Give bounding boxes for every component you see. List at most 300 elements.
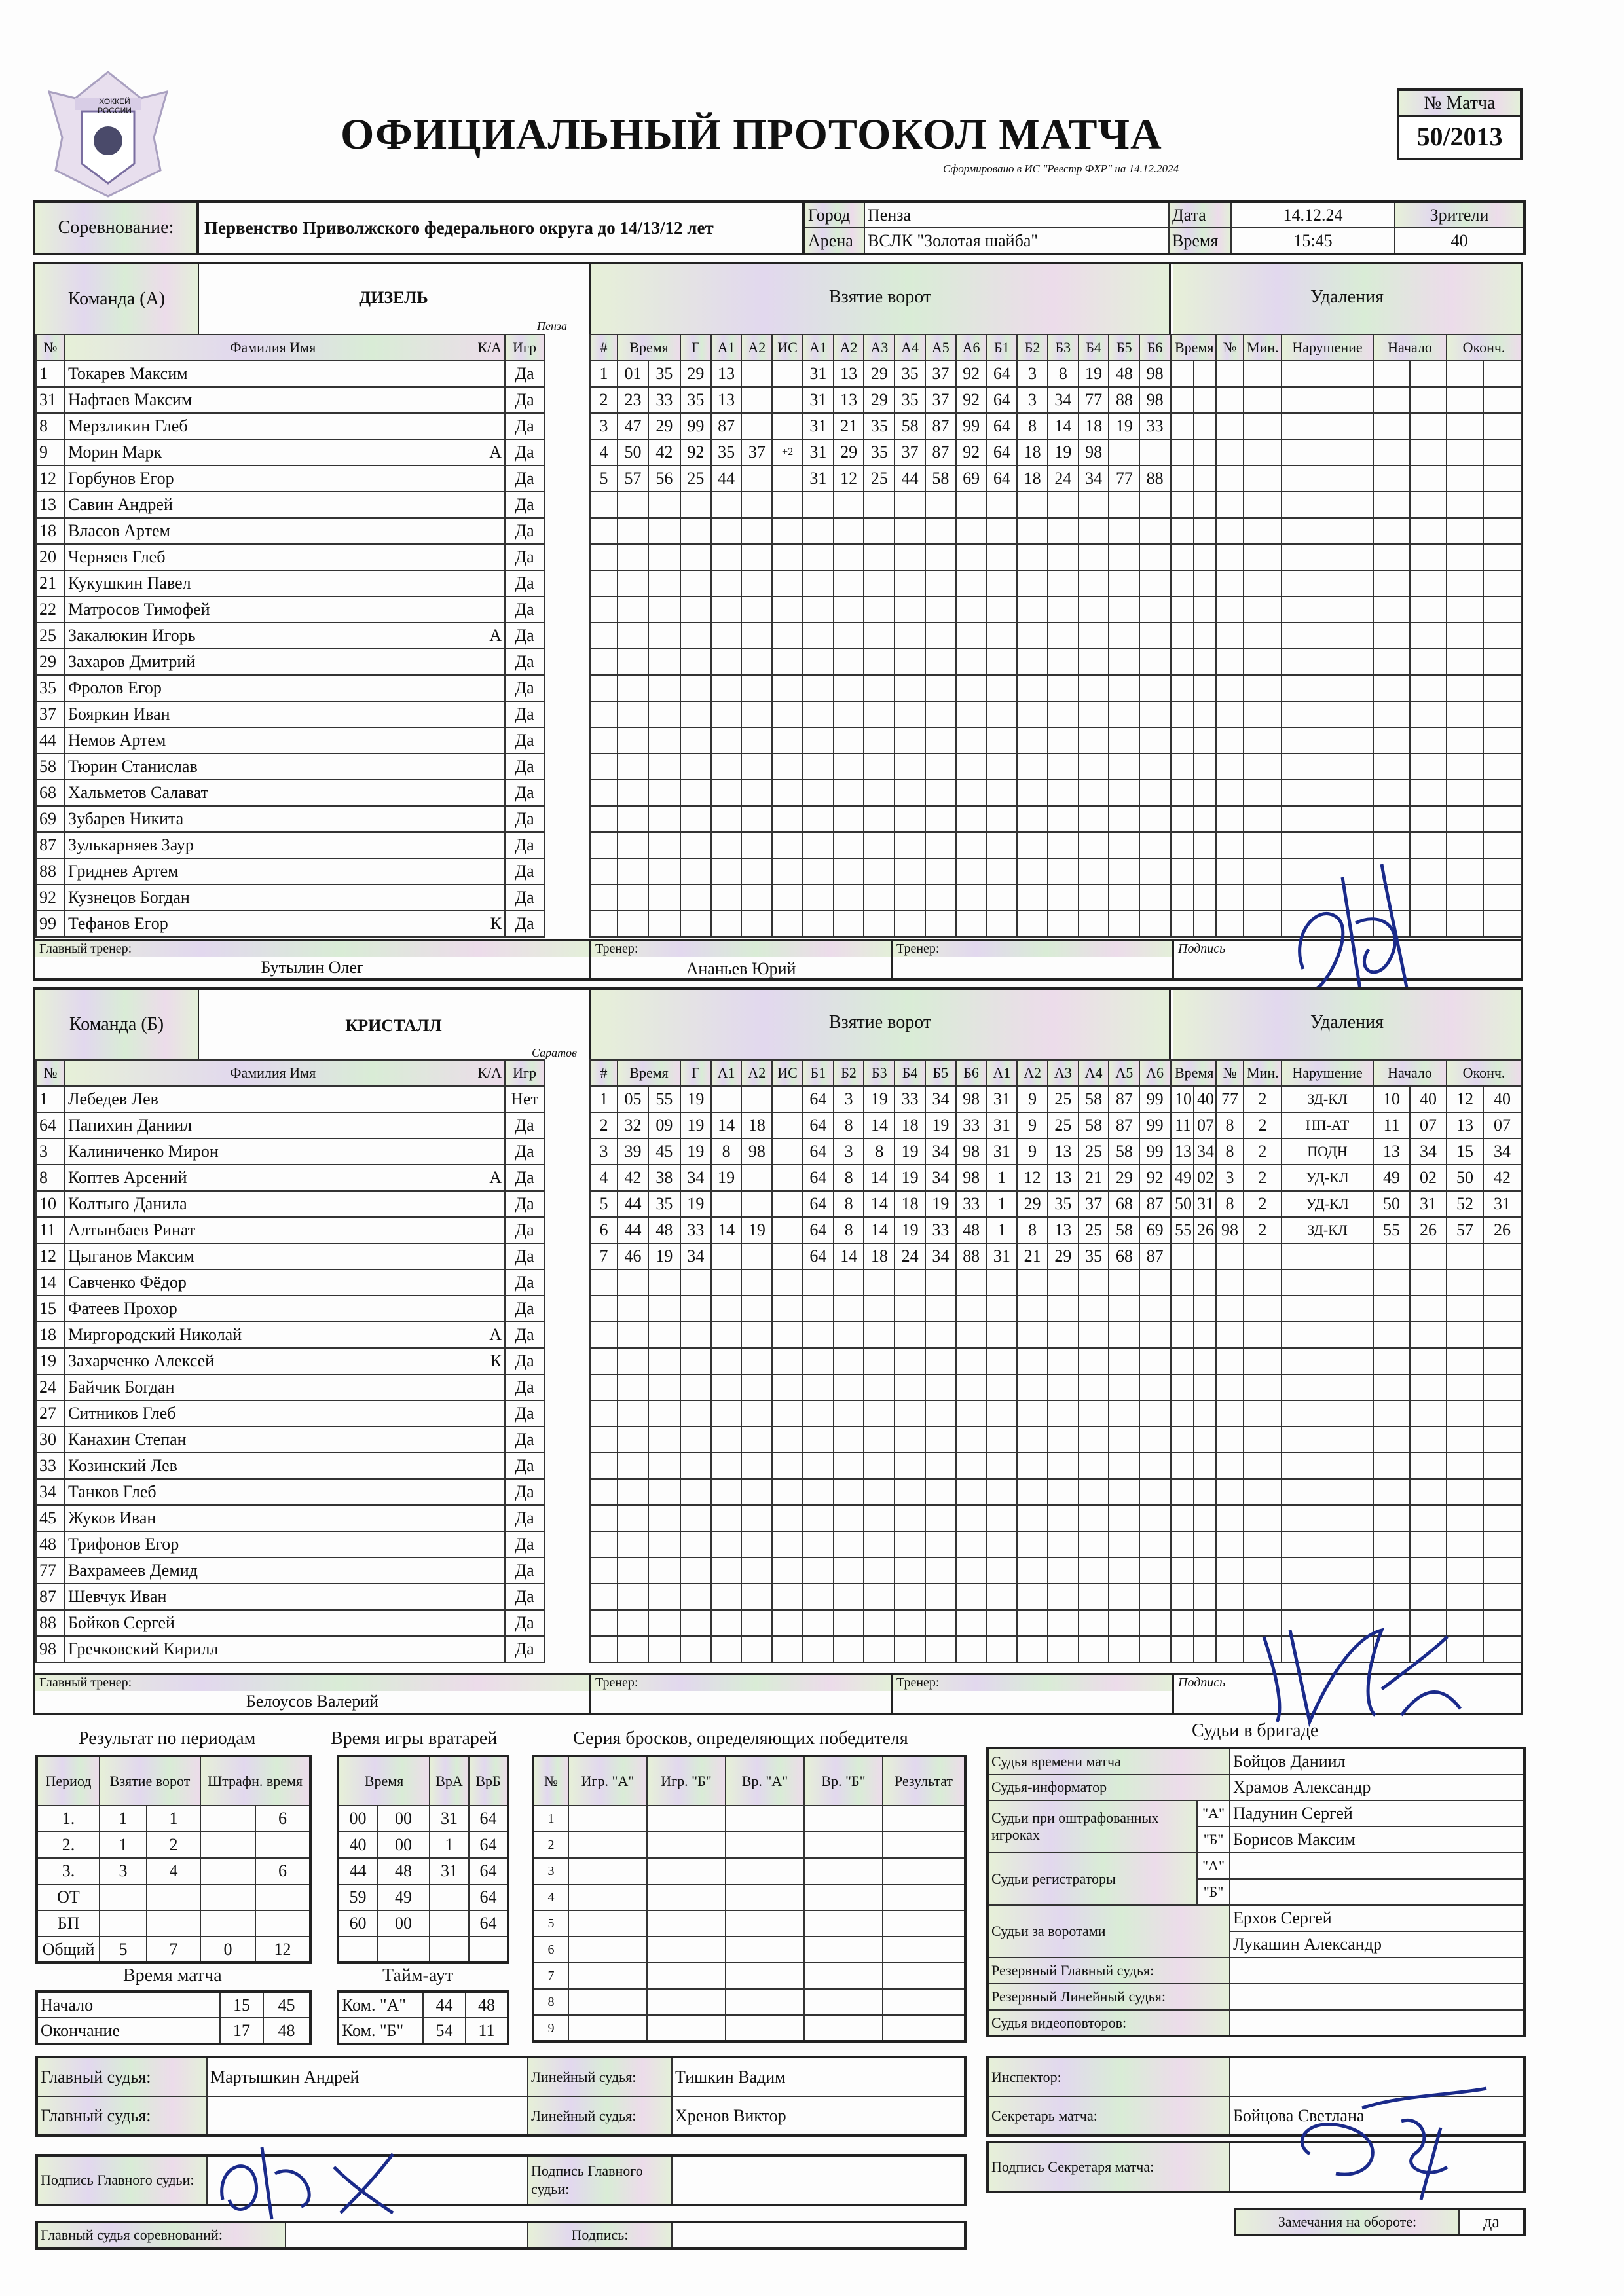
pen-minutes — [1244, 1558, 1282, 1584]
on-ice-player: 9 — [1017, 1112, 1048, 1139]
on-ice-player — [1017, 884, 1048, 911]
on-ice-player: 64 — [986, 361, 1017, 387]
pen-start-min — [1373, 596, 1410, 623]
goal-number: 5 — [590, 1191, 618, 1217]
player-name-text: Закалюкин Игорь — [68, 626, 196, 645]
goal-situation — [772, 1243, 803, 1269]
goal-number — [590, 1322, 618, 1348]
team-a-label: Команда (А) — [35, 264, 199, 334]
goal-assist-1 — [711, 1453, 742, 1479]
pen-min — [1172, 413, 1194, 439]
on-ice-player — [895, 780, 925, 806]
pen-end-min: 12 — [1447, 1086, 1483, 1112]
pen-end-min: 57 — [1447, 1217, 1483, 1243]
player-name — [65, 387, 505, 413]
penalty-row — [1172, 754, 1521, 780]
pen-minutes — [1244, 1505, 1282, 1531]
on-ice-player — [864, 1558, 895, 1584]
pen-end-sec: 34 — [1483, 1139, 1521, 1165]
pen-infraction — [1282, 1400, 1373, 1427]
pen-end-sec: 07 — [1483, 1112, 1521, 1139]
goal-a1-col: А1 — [711, 335, 742, 361]
col-ka: К/А — [477, 339, 502, 355]
pen-min — [1172, 1636, 1194, 1662]
on-ice-player — [1079, 570, 1109, 596]
pen-start-sec — [1410, 754, 1447, 780]
goal-assist-2 — [741, 518, 772, 544]
goal-assist-2 — [741, 1479, 772, 1505]
player-plays: Да — [505, 492, 544, 518]
penalty-row — [1172, 1296, 1521, 1322]
on-ice-player — [1139, 570, 1170, 596]
player-name-text: Вахрамеев Демид — [68, 1561, 198, 1580]
pen-min — [1172, 649, 1194, 675]
on-ice-player: 14 — [864, 1112, 895, 1139]
roster-row — [36, 780, 590, 806]
on-ice-player — [986, 1296, 1017, 1322]
so-gk-b — [804, 1937, 883, 1963]
player-name — [65, 1531, 505, 1558]
goal-sec — [648, 675, 680, 701]
player-number: 30 — [36, 1427, 65, 1453]
period-row — [37, 1832, 310, 1858]
pen-end-min — [1447, 439, 1483, 465]
player-plays: Да — [505, 1191, 544, 1217]
pen-min — [1172, 1558, 1194, 1584]
player-name-text: Зулькарняев Заур — [68, 835, 194, 854]
goal-min — [618, 1479, 648, 1505]
player-plays: Да — [505, 570, 544, 596]
pen-end-sec — [1483, 675, 1521, 701]
player-number: 12 — [36, 465, 65, 492]
goal-min — [618, 780, 648, 806]
on-ice-player — [956, 832, 987, 858]
gk-time-row — [338, 1832, 508, 1858]
on-ice-player — [1109, 1610, 1139, 1636]
penalty-row — [1172, 1112, 1521, 1139]
pen-end-min — [1447, 701, 1483, 727]
on-ice-player: 14 — [834, 1243, 864, 1269]
on-ice-player: 88 — [1139, 465, 1170, 492]
on-ice-player — [1017, 1322, 1048, 1348]
goal-situation — [772, 465, 803, 492]
player-name — [65, 780, 505, 806]
pen-end-min — [1447, 754, 1483, 780]
goal-assist-1 — [711, 1584, 742, 1610]
on-ice-player: 25 — [1079, 1139, 1109, 1165]
goal-number — [590, 754, 618, 780]
reserve-line — [1230, 1984, 1524, 2010]
so-result — [883, 1937, 965, 1963]
so-player-a — [568, 1884, 647, 1910]
player-plays: Да — [505, 1374, 544, 1400]
pen-minutes — [1244, 1322, 1282, 1348]
pen-minutes — [1244, 649, 1282, 675]
goal-min — [618, 701, 648, 727]
on-ice-player: 58 — [1079, 1086, 1109, 1112]
pen-min — [1172, 1243, 1194, 1269]
penalty-row — [1172, 544, 1521, 570]
on-ice-player: 64 — [803, 1165, 834, 1191]
pen-player — [1216, 1479, 1244, 1505]
shootout-number: 7 — [533, 1963, 568, 1989]
goal-scorer: 35 — [680, 387, 711, 413]
goal-min — [618, 1610, 648, 1636]
goal-number — [590, 675, 618, 701]
player-name — [65, 596, 505, 623]
player-number: 25 — [36, 623, 65, 649]
pen-start-min — [1373, 1322, 1410, 1348]
on-ice-player: 31 — [803, 361, 834, 387]
pen-sec — [1194, 1243, 1216, 1269]
on-ice-player — [1017, 623, 1048, 649]
so-gk-b — [804, 2015, 883, 2041]
roster-row — [36, 1139, 590, 1165]
on-ice-player — [986, 780, 1017, 806]
on-ice-player — [956, 754, 987, 780]
roster-row — [36, 832, 590, 858]
on-ice-player — [803, 1348, 834, 1374]
pen-sec — [1194, 1610, 1216, 1636]
goal-assist-1 — [711, 623, 742, 649]
on-ice-player — [834, 596, 864, 623]
player-plays: Нет — [505, 1086, 544, 1112]
on-ice-player — [864, 1453, 895, 1479]
on-ice-player — [1048, 1558, 1079, 1584]
gk-b-col: ВрБ — [469, 1756, 508, 1806]
pen-infraction — [1282, 492, 1373, 518]
goal-situation — [772, 1479, 803, 1505]
pen-end-sec: 40 — [1483, 1086, 1521, 1112]
goal-sec — [648, 570, 680, 596]
pen-player — [1216, 884, 1244, 911]
comp-ref — [286, 2222, 528, 2248]
goal-sec — [648, 806, 680, 832]
pen-end-min — [1447, 596, 1483, 623]
period-pen-a — [200, 1806, 255, 1832]
player-plays: Да — [505, 596, 544, 623]
team-b-coach-label: Тренер: — [591, 1675, 891, 1691]
on-ice-player — [864, 1296, 895, 1322]
on-ice-player — [1109, 1322, 1139, 1348]
pen-player — [1216, 832, 1244, 858]
team-b-head-coach: Белоусов Валерий — [246, 1692, 379, 1711]
ref2-label: Главный судья: — [37, 2096, 207, 2136]
on-ice-player — [803, 675, 834, 701]
on-ice-player — [986, 1531, 1017, 1558]
pen-start-sec: 34 — [1410, 1139, 1447, 1165]
on-ice-player — [1109, 1531, 1139, 1558]
penalty-row — [1172, 1165, 1521, 1191]
on-ice-player — [803, 1453, 834, 1479]
goal-row — [590, 1505, 1170, 1531]
match-end-m: 48 — [263, 2018, 310, 2044]
player-name-text: Захаров Дмитрий — [68, 652, 196, 671]
on-ice-player — [864, 1479, 895, 1505]
pen-min — [1172, 439, 1194, 465]
pen-min — [1172, 1322, 1194, 1348]
on-ice-player — [1048, 1322, 1079, 1348]
on-ice-player — [895, 727, 925, 754]
pen-start-sec — [1410, 1348, 1447, 1374]
goal-number: 3 — [590, 413, 618, 439]
pen-minutes — [1244, 701, 1282, 727]
goal-number — [590, 570, 618, 596]
on-ice-player: 77 — [1109, 465, 1139, 492]
goal-assist-2 — [741, 1558, 772, 1584]
pen-sec: 40 — [1194, 1086, 1216, 1112]
line2-label: Линейный судья: — [528, 2096, 672, 2136]
player-name — [65, 1086, 505, 1112]
goal-min — [618, 492, 648, 518]
roster-row — [36, 1505, 590, 1531]
so-result — [883, 1806, 965, 1832]
roster-row — [36, 518, 590, 544]
on-ice-player: 31 — [986, 1139, 1017, 1165]
on-ice-player — [925, 727, 956, 754]
team-b-name: КРИСТАЛЛ — [345, 1016, 442, 1035]
pen-start-sec: 40 — [1410, 1086, 1447, 1112]
col-play: Игр — [505, 1060, 544, 1086]
on-ice-player — [1048, 570, 1079, 596]
player-number: 24 — [36, 1374, 65, 1400]
goal-a2-col: А2 — [741, 1060, 772, 1086]
pen-minutes — [1244, 623, 1282, 649]
pen-start-min — [1373, 701, 1410, 727]
gk-min — [338, 1937, 377, 1963]
penalty-row — [1172, 465, 1521, 492]
player-plays: Да — [505, 1584, 544, 1610]
pen-start-sec — [1410, 570, 1447, 596]
penalty-row — [1172, 1453, 1521, 1479]
pen-min — [1172, 832, 1194, 858]
on-ice-player — [956, 1636, 987, 1662]
goal-row — [590, 858, 1170, 884]
period-pen-a — [200, 1910, 255, 1937]
player-number: 12 — [36, 1243, 65, 1269]
goal-assist-2 — [741, 884, 772, 911]
col-play: Игр — [505, 335, 544, 361]
goal-sec: 19 — [648, 1243, 680, 1269]
goal-situation — [772, 413, 803, 439]
on-ice-player: 99 — [956, 413, 987, 439]
goal-time-col: Время — [618, 1060, 680, 1086]
player-number: 8 — [36, 413, 65, 439]
col-name — [65, 335, 505, 361]
goal-number — [590, 1584, 618, 1610]
goal-assist-1 — [711, 1322, 742, 1348]
on-ice-player — [834, 832, 864, 858]
pen-end-min — [1447, 1269, 1483, 1296]
inspector-label: Инспектор: — [987, 2057, 1230, 2096]
pen-sec — [1194, 1558, 1216, 1584]
on-ice-player — [1017, 1400, 1048, 1427]
player-name-text: Немов Артем — [68, 731, 166, 750]
pen-start-sec — [1410, 413, 1447, 439]
page-title: ОФИЦИАЛЬНЫЙ ПРОТОКОЛ МАТЧА — [341, 111, 1162, 158]
goal-scorer — [680, 884, 711, 911]
match-end-h: 17 — [220, 2018, 263, 2044]
gk-a-col: ВрА — [430, 1756, 469, 1806]
so-result — [883, 1832, 965, 1858]
player-number: 18 — [36, 1322, 65, 1348]
period-goals-b — [147, 1910, 200, 1937]
pen-player — [1216, 596, 1244, 623]
on-ice-player — [803, 1269, 834, 1296]
gk-a — [430, 1884, 469, 1910]
so-player-b — [647, 2015, 726, 2041]
goal-row — [590, 570, 1170, 596]
pen-start-min — [1373, 1243, 1410, 1269]
on-ice-player — [986, 1505, 1017, 1531]
on-ice-col: Б6 — [1139, 335, 1170, 361]
pen-infraction — [1282, 806, 1373, 832]
on-ice-player — [986, 518, 1017, 544]
pen-end-min — [1447, 623, 1483, 649]
on-ice-player — [925, 492, 956, 518]
so-gk-a — [726, 1806, 804, 1832]
goal-number: 3 — [590, 1139, 618, 1165]
goal-number: 4 — [590, 439, 618, 465]
period-pen-a — [200, 1858, 255, 1884]
goal-judge-1: Ерхов Сергей — [1230, 1905, 1524, 1931]
gk-b: 64 — [469, 1858, 508, 1884]
goal-assist-1 — [711, 780, 742, 806]
on-ice-player — [803, 1584, 834, 1610]
player-name-text: Черняев Глеб — [68, 547, 166, 566]
pen-start-sec: 26 — [1410, 1217, 1447, 1243]
on-ice-player — [864, 806, 895, 832]
pen-player — [1216, 1322, 1244, 1348]
player-number: 8 — [36, 1165, 65, 1191]
pen-start-min — [1373, 1479, 1410, 1505]
pen-end-sec — [1483, 1505, 1521, 1531]
player-role: А — [489, 626, 502, 645]
player-plays: Да — [505, 1610, 544, 1636]
on-ice-player: 34 — [925, 1139, 956, 1165]
informer: Храмов Александр — [1230, 1774, 1524, 1800]
on-ice-player: 99 — [1139, 1086, 1170, 1112]
pen-min — [1172, 701, 1194, 727]
player-plays: Да — [505, 1531, 544, 1558]
pen-min — [1172, 1505, 1194, 1531]
sc-b-judge — [1230, 1879, 1524, 1905]
pen-end-sec — [1483, 1243, 1521, 1269]
on-ice-player — [956, 649, 987, 675]
gk-sec: 48 — [377, 1858, 430, 1884]
on-ice-player — [986, 1269, 1017, 1296]
shootout-row — [533, 1832, 965, 1858]
period-goals-b: 2 — [147, 1832, 200, 1858]
team-a-head-coach-label: Главный тренер: — [35, 941, 589, 957]
on-ice-player — [895, 1558, 925, 1584]
pen-min — [1172, 1296, 1194, 1322]
on-ice-player — [895, 858, 925, 884]
goal-min — [618, 518, 648, 544]
goal-situation — [772, 1558, 803, 1584]
on-ice-player: 12 — [1017, 1165, 1048, 1191]
on-ice-player — [956, 1453, 987, 1479]
pen-start-sec — [1410, 1322, 1447, 1348]
goal-scorer — [680, 1348, 711, 1374]
on-ice-player — [1139, 1479, 1170, 1505]
on-ice-player: 25 — [1048, 1112, 1079, 1139]
goal-assist-1 — [711, 1086, 742, 1112]
on-ice-player — [1017, 911, 1048, 937]
goal-min — [618, 727, 648, 754]
goal-scorer — [680, 1479, 711, 1505]
pen-sec — [1194, 858, 1216, 884]
goal-assist-1 — [711, 806, 742, 832]
player-number: 15 — [36, 1296, 65, 1322]
pen-end-sec — [1483, 387, 1521, 413]
goal-sec: 45 — [648, 1139, 680, 1165]
on-ice-col: А6 — [1139, 1060, 1170, 1086]
player-plays: Да — [505, 387, 544, 413]
on-ice-player: 58 — [1079, 1112, 1109, 1139]
on-ice-player — [1079, 1531, 1109, 1558]
roster-row — [36, 439, 590, 465]
goal-min — [618, 884, 648, 911]
on-ice-player — [1017, 544, 1048, 570]
player-name — [65, 1505, 505, 1531]
on-ice-player — [1017, 570, 1048, 596]
pen-player — [1216, 911, 1244, 937]
team-a-name: ДИЗЕЛЬ — [359, 288, 428, 307]
on-ice-player — [1017, 1610, 1048, 1636]
pen-start-sec — [1410, 465, 1447, 492]
on-ice-player — [834, 780, 864, 806]
goal-sec: 35 — [648, 361, 680, 387]
on-ice-player: 19 — [925, 1112, 956, 1139]
on-ice-player: 19 — [895, 1139, 925, 1165]
on-ice-player: 35 — [864, 413, 895, 439]
on-ice-player: 92 — [956, 439, 987, 465]
goal-assist-1 — [711, 832, 742, 858]
penalty-row — [1172, 518, 1521, 544]
on-ice-player — [925, 623, 956, 649]
goal-sec — [648, 1374, 680, 1400]
on-ice-player — [1079, 649, 1109, 675]
player-name-text: Миргородский Николай — [68, 1325, 242, 1344]
on-ice-player — [803, 832, 834, 858]
pen-infraction — [1282, 1479, 1373, 1505]
on-ice-player: 3 — [834, 1086, 864, 1112]
goal-row — [590, 1191, 1170, 1217]
goal-is-col: ИС — [772, 1060, 803, 1086]
player-number: 45 — [36, 1505, 65, 1531]
goal-assist-2 — [741, 413, 772, 439]
on-ice-player — [956, 518, 987, 544]
player-role: А — [489, 1168, 502, 1187]
on-ice-col: А3 — [1048, 1060, 1079, 1086]
pen-start-sec — [1410, 1296, 1447, 1322]
pen-start-sec — [1410, 1374, 1447, 1400]
roster-row — [36, 570, 590, 596]
goal-assist-2 — [741, 727, 772, 754]
on-ice-player — [925, 1348, 956, 1374]
goal-sec — [648, 1348, 680, 1374]
goal-scorer-col: Г — [680, 1060, 711, 1086]
on-ice-player — [1048, 492, 1079, 518]
penalty-row — [1172, 1322, 1521, 1348]
goal-scorer — [680, 623, 711, 649]
on-ice-player — [834, 911, 864, 937]
pen-start-sec — [1410, 649, 1447, 675]
so-res-col: Результат — [883, 1756, 965, 1806]
on-ice-player: 64 — [986, 439, 1017, 465]
on-ice-player — [925, 1584, 956, 1610]
